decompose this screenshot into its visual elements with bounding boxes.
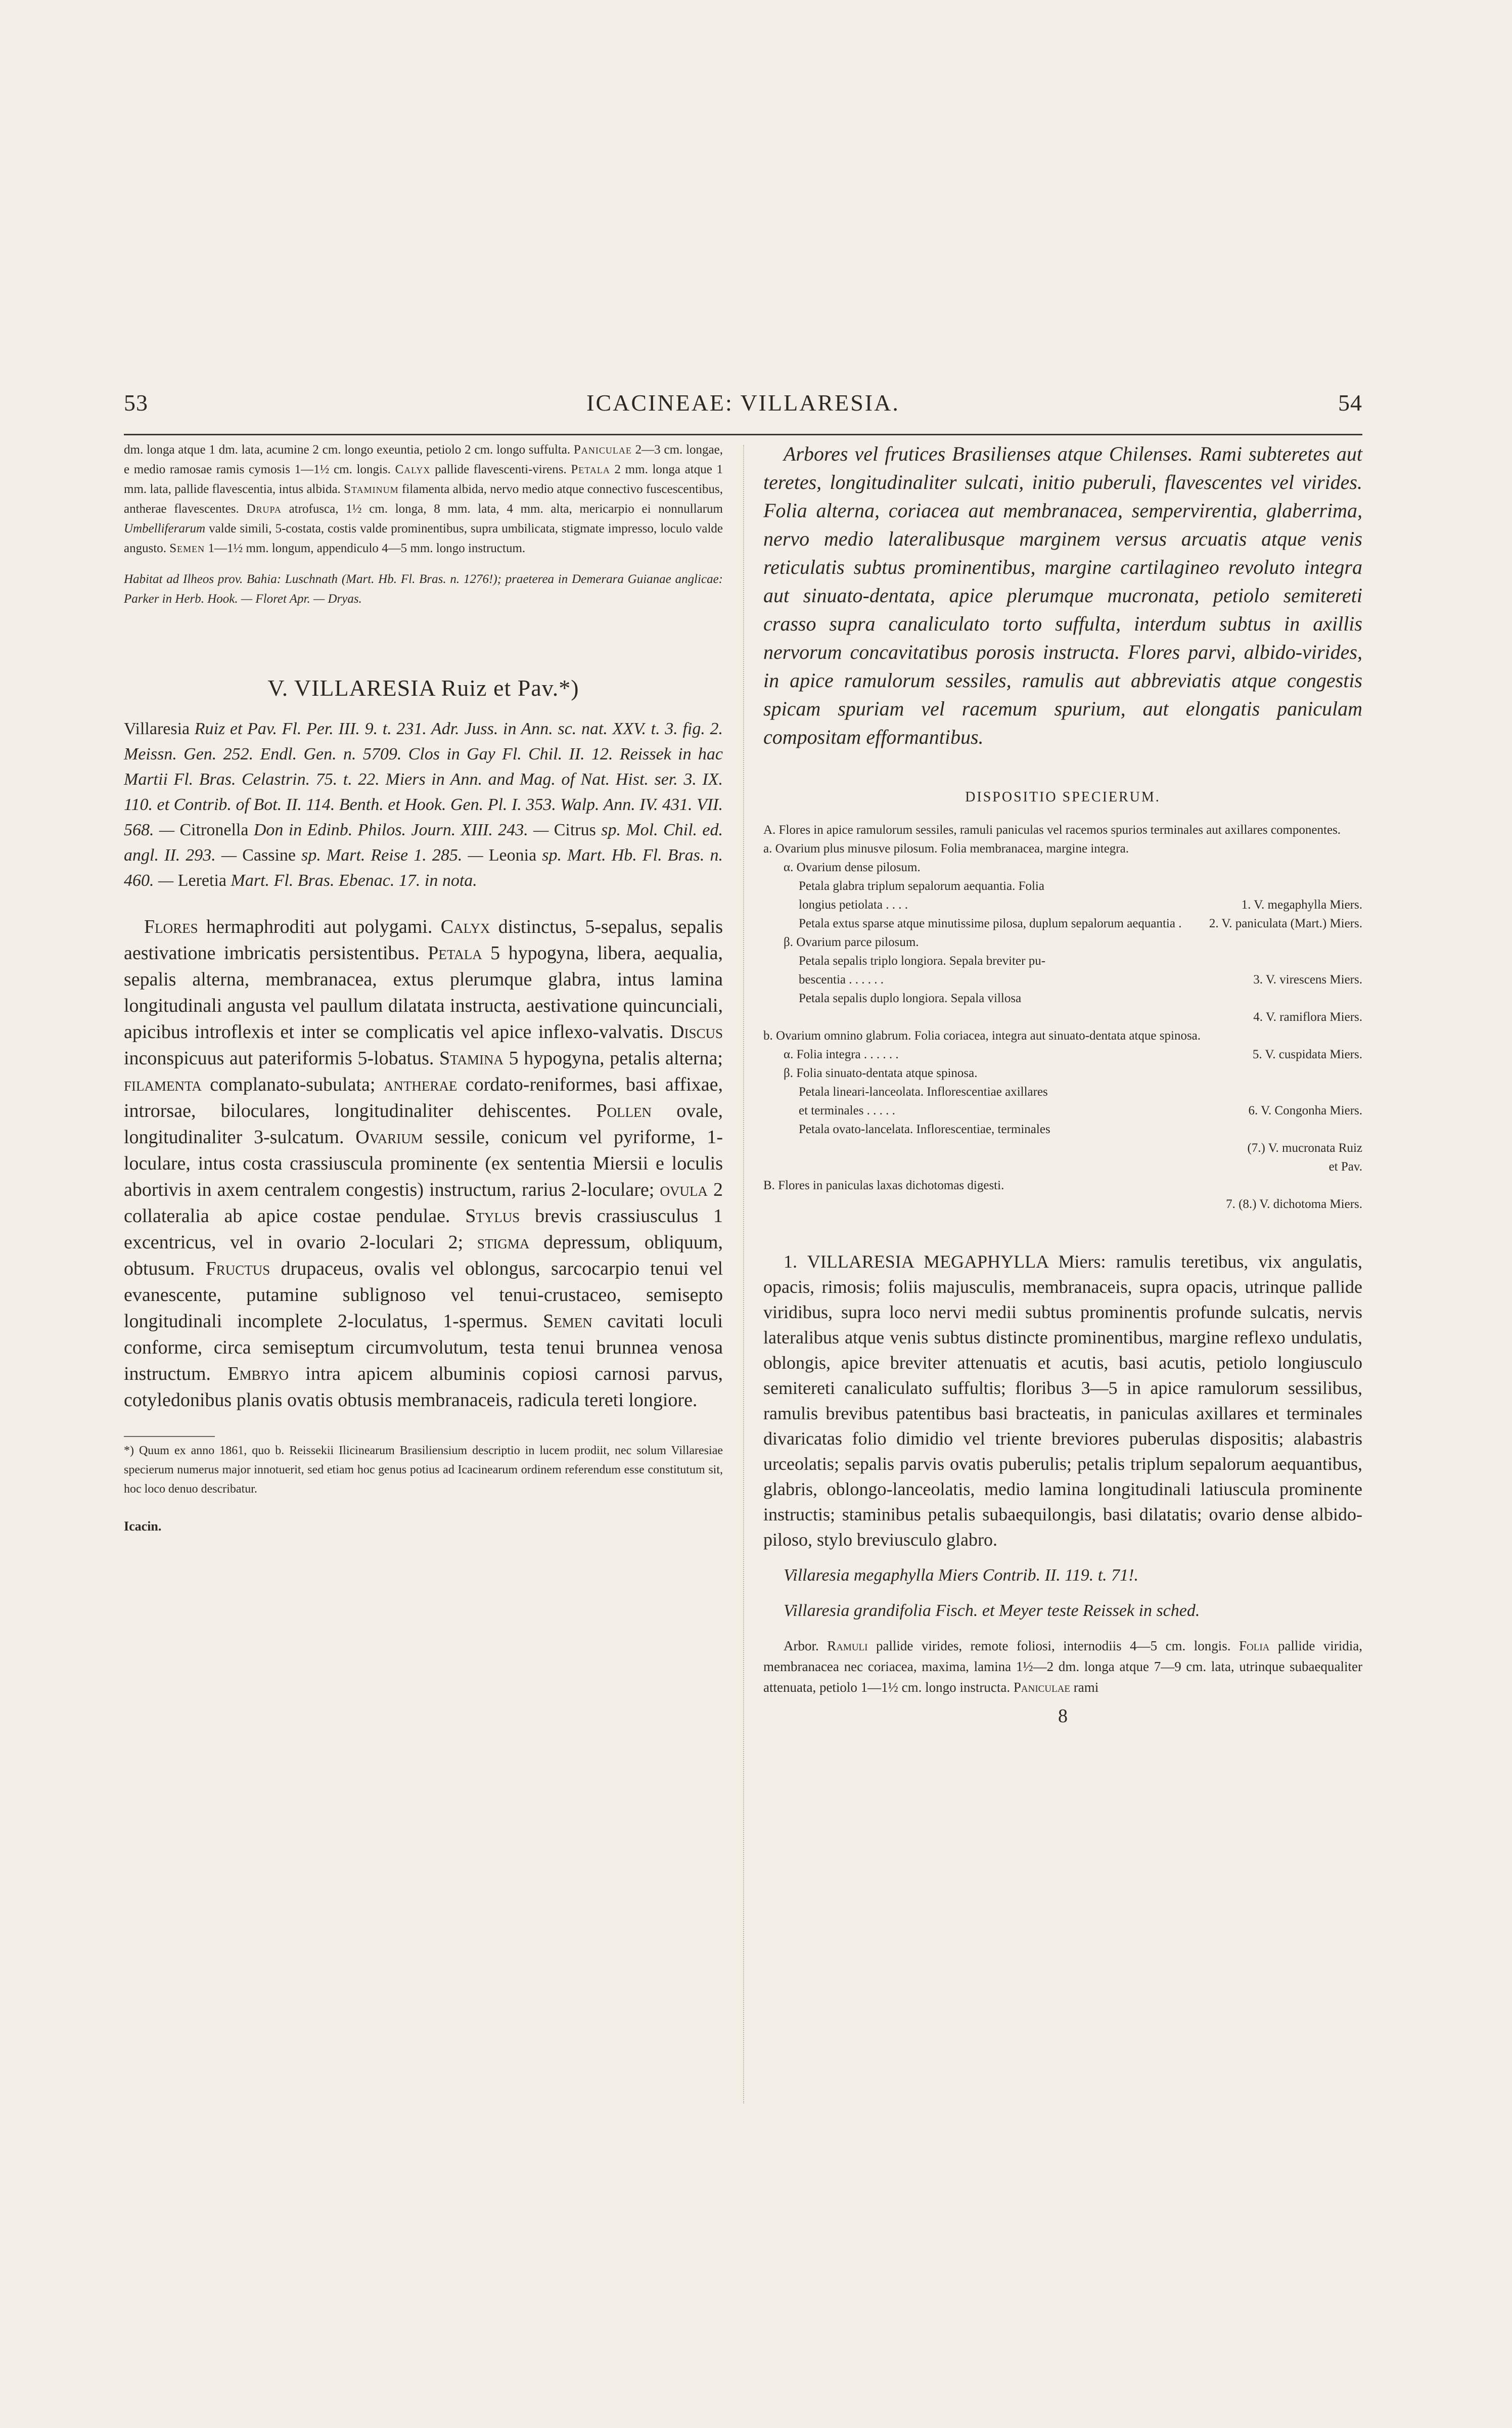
key-result: 5. V. cuspidata Miers. [1252,1048,1362,1061]
habitat-note: Habitat ad Ilheos prov. Bahia: Luschnath (Mart. Hb. Fl. Bras. n. 1276!); praeterea in Demerara Guianae anglicae: Parker in Herb. Hook. — Floret Apr. — Dryas. [124,572,723,606]
citation-text: sp. Mol. Chil. ed. angl. II. 293. — [124,821,723,865]
text-run: Leonia [488,846,537,865]
text-run: subteretes aut teretes, longitudinaliter sulcati, initio puberuli, flavescentes vel virides. [763,442,1362,493]
text-run: pallide viridia, membranacea nec coriacea, maxima, lamina 1½—2 dm. longa atque 7—9 cm. lata, utrinque subaequaliter attenuata, petiolo 1—1½ cm. longo instructa. [763,1638,1363,1695]
smallcaps-term: Petala [571,463,610,476]
text-run: inconspicuus aut pateriformis 5-lobatus. [124,1048,440,1069]
smallcaps-term: Ramuli [827,1638,868,1653]
text-run: 1—1½ mm. longum, appendiculo 4—5 mm. longo instructum. [205,542,526,555]
text-run: filamenta albida, nervo medio atque connectivo fuscescentibus, antherae flavescentes. [124,482,723,516]
text-run: hermaphroditi aut polygami. [198,916,441,937]
smallcaps-term: Embryo [227,1363,289,1384]
key-row [763,1195,1362,1213]
key-result: 1. V. megaphylla Miers. [1241,898,1362,912]
key-result: 6. V. Congonha Miers. [1248,1104,1362,1117]
smallcaps-term: Villaresia [124,720,190,738]
citation-text: Ruiz et Pav. Fl. Per. III. 9. t. 231. Adr. Juss. in Ann. sc. nat. XXV. t. 3. fig. 2. Meissn. Gen. 252. Endl. Gen. n. 5709. Clos in Gay Fl. Chil. II. 12. Reissek in hac Martii Fl. Bras. Celastrin. 75. t. 22. Miers in Ann. and Mag. of Nat. Hist. ser. 3. IX. 110. et Contrib. of Bot. II. 114. Benth. et Hook. Gen. Pl. I. 353. Walp. Ann. IV. 431. VII. 568. — [124,720,723,839]
key-result: 4. V. ramiflora Miers. [1253,1010,1362,1024]
text-run: valde simili, 5-costata, costis valde prominentibus, supra umbilicata, stigmate impresso, loculo valde angusto. [124,522,723,555]
footnote: *) Quum ex anno 1861, quo b. Reissekii Ilicinearum Brasiliensium descriptio in lucem prodiit, nec solum Villaresiae specierum numerus major innotuerit, sed etiam hoc genus potius ad Icacinearum ordinem referendum esse constitutum sit, hoc loco denuo describatur. [124,1444,723,1496]
taxon-name: Umbelliferarum [124,522,206,535]
key-row [763,839,1362,858]
text-run: drupaceus, ovalis vel oblongus, sarcocarpio tenui vel evanescente, putamine sublignoso vel tenui-crustaceo, semisepto longitudinali incomplete 2-loculatus, 1-spermus. [124,1258,723,1332]
smallcaps-term: Flores [1128,641,1180,663]
smallcaps-term: Rami [1199,442,1242,465]
text-run: pallide virides, remote foliosi, internodiis 4—5 cm. longis. [867,1638,1239,1653]
text-run: distinctus, 5-sepalus, sepalis aestivatione imbricatis persistentibus. [124,916,723,964]
key-text: α. Folia integra . . . . . . [784,1048,899,1061]
key-row [763,1101,1362,1120]
smallcaps-term: Flores [144,916,198,937]
species-detail [763,1636,1362,1698]
key-text: a. Ovarium plus minusve pilosum. Folia membranacea, margine integra. [763,842,1129,856]
key-text: Petala extus sparse atque minutissime pilosa, duplum sepalorum aequantia . [799,917,1182,930]
smallcaps-term: filamenta [124,1074,202,1095]
text-run: 1. VILLARESIA MEGAPHYLLA [784,1251,1059,1272]
key-row [763,895,1362,914]
text-run: cordato-reniformes, basi affixae, introrsae, biloculares, longitudinaliter dehiscentes. [124,1074,723,1121]
smallcaps-term: Stylus [465,1205,520,1227]
synonym-line: Villaresia megaphylla Miers Contrib. II. 119. t. 71!. [784,1566,1138,1585]
text-run: Cassine [242,846,296,865]
smallcaps-term: Drupa [246,502,282,516]
text-run: 2 mm. longa atque 1 mm. lata, pallide flavescentia, intus albida. [124,463,723,496]
smallcaps-term: Citronella [179,821,249,839]
genus-title: V. VILLARESIA Ruiz et Pav.*) [267,675,579,701]
key-row [763,1064,1362,1083]
text-run: alterna, coriacea aut membranacea, sempervirentia, glaberrima, nervo medio lateralibusque marginem versus arcuatis atque venis reticulatis subtus prominentibus, margine cartilagineo revoluto integra aut sinuato-dentata, apice plerumque mucronata, petiolo semitereti crasso supra canaliculato torto suffulta, interdum subtus in axillis nervorum concavitatibus porosis instructa. [763,499,1362,663]
smallcaps-term: Folia [1239,1638,1270,1653]
text-run: Arbores vel frutices Brasilienses atque Chilenses. [784,442,1200,465]
key-text: et terminales . . . . . [799,1104,895,1117]
text-run: : ramulis teretibus, vix angulatis, opacis, rimosis; foliis majusculis, membranaceis, supra opacis, utrinque pallide viridibus, supra loco nervi medii subtus prominentis profunde sulcatis, nervis lateralibus atque venis subtus distincte prominentibus, margine reflexo undulatis, oblongis, apice breviter attenuatis et acutis, basi acutis, petiolo longiusculo semitereti canaliculato suffultis; floribus 3—5 in apice ramulorum sessilibus, ramulis brevibus patentibus basi bracteatis, in paniculas axillares et terminales divaricatas folio dimidio vel triente breviores puberulas dispositis; alabastris urceolatis; sepalis parvis ovatis puberulis; petalis triplum sepalorum aequantibus, glabris, oblongo-lanceolatis, medio lamina longitudinali latiuscula prominente instructis; staminibus petalis subaequilongis, basi dilatatis; ovario dense albido-piloso, stylo breviusculo glabro. [763,1251,1362,1550]
smallcaps-term: Fructus [205,1258,270,1279]
key-result: (7.) V. mucronata Ruiz [1247,1141,1362,1155]
smallcaps-term: stigma [477,1232,530,1253]
running-header [124,389,1362,425]
key-row [763,989,1362,1008]
text-run: Citrus [554,821,596,839]
text-run: parvi, albido-virides, in apice ramulorum sessiles, ramulis aut abbreviatis atque congestis spicam spuriam vel racemum spurium, aut elongatis paniculam compositam efformantibus. [763,641,1362,748]
species-synonyms [763,1563,1362,1623]
smallcaps-term: Discus [670,1021,723,1043]
key-text: Petala glabra triplum sepalorum aequantia. Folia [799,879,1044,893]
citation-text: sp. Mart. Hb. Fl. Bras. n. 460. — [124,846,723,890]
text-run: rami [1070,1680,1099,1695]
left-column [124,440,723,1534]
smallcaps-term: Petala [428,942,482,964]
genus-description [124,914,723,1413]
key-row [763,858,1362,877]
citation-text: Don in Edinb. Philos. Journ. XIII. 243. — [248,821,554,839]
synonym-line: Villaresia grandifolia Fisch. et Meyer teste Reissek in sched. [784,1601,1200,1620]
signature-number: 8 [1058,1705,1068,1727]
key-row [763,1008,1362,1026]
text-run: depressum, obliquum, obtusum. [124,1232,723,1279]
key-text: bescentia . . . . . . [799,973,884,986]
smallcaps-term: Miers [1058,1251,1101,1272]
text-run: dm. longa atque 1 dm. lata, acumine 2 cm. longo exeuntia, petiolo 2 cm. longo suffulta. [124,443,574,457]
text-run: complanato-subulata; [201,1074,384,1095]
right-column [763,440,1362,1727]
text-run: Arbor. [784,1638,828,1653]
signature-mark: Icacin. [124,1519,162,1534]
smallcaps-term: Paniculae [573,443,632,457]
text-run: brevis crassiusculus 1 excentricus, vel in ovario 2-loculari 2; [124,1205,723,1253]
key-row [763,1139,1362,1157]
key-text: b. Ovarium omnino glabrum. Folia coriacea, integra aut sinuato-dentata atque spinosa. [763,1029,1201,1043]
smallcaps-term: Leretia [177,871,226,890]
key-text: longius petiolata . . . . [799,898,908,912]
key-result: et Pav. [1328,1160,1362,1174]
text-run: atrofusca, 1½ cm. longa, 8 mm. lata, 4 mm. alta, mericarpio ei nonnullarum [281,502,723,516]
smallcaps-term: Paniculae [1013,1680,1071,1695]
page-number-right: 54 [1338,390,1362,416]
text-run: 5 hypogyna, libera, aequalia, sepalis alterna, membranacea, extus plerumque glabra, intus lamina longitudinali angusta vel paullum dilatata instructa, aestivatione quincunciali, apicibus introflexis et inter se complicatis vel apice inflexo-valvatis. [124,942,723,1043]
text-run: cavitati loculi conforme, circa semiseptum circumvolutum, testa tenui brunnea venosa instructum. [124,1311,723,1384]
smallcaps-term: Stamina [439,1048,503,1069]
citation-text: sp. Mart. Reise 1. 285. — [296,846,489,865]
key-row [763,1120,1362,1139]
smallcaps-term: Ovarium [355,1127,423,1148]
key-row [763,1045,1362,1064]
text-run: sessile, conicum vel pyriforme, 1-loculare, intus costa crassiuscula prominente (ex sententia Miersii e loculis abortivis in axem centralem congestis) instructum, rarius 2-loculare; [124,1127,723,1200]
page-number-left: 53 [124,390,148,416]
species-key [763,821,1362,1213]
column-divider [743,445,744,2103]
smallcaps-term: Folia [763,499,807,522]
key-row [763,821,1362,839]
smallcaps-term: Calyx [395,463,431,476]
key-text: Petala ovato-lancelata. Inflorescentiae, terminales [799,1122,1050,1136]
key-text: β. Ovarium parce pilosum. [784,935,919,949]
key-row [763,970,1362,989]
key-row [763,933,1362,952]
header-rule [124,434,1362,435]
key-text: β. Folia sinuato-dentata atque spinosa. [784,1066,978,1080]
text-run: pallide flavescenti-virens. [430,463,571,476]
key-row [763,1083,1362,1101]
key-result: 2. V. paniculata (Mart.) Miers. [1209,917,1362,930]
genus-synonymy [124,716,723,893]
smallcaps-term: antherae [383,1074,457,1095]
running-title: ICACINEAE: VILLARESIA. [586,390,900,416]
key-text: Petala sepalis duplo longiora. Sepala villosa [799,992,1022,1005]
smallcaps-term: Semen [169,542,205,555]
key-text: Petala sepalis triplo longiora. Sepala breviter pu- [799,954,1046,968]
text-run: 5 hypogyna, petalis alterna; [503,1048,723,1069]
text-run: intra apicem albuminis copiosi carnosi parvus, cotyledonibus planis ovatis obtusis membranaceis, radicula tereti longiore. [124,1363,723,1411]
dispositio-title: DISPOSITIO SPECIERUM. [965,789,1161,805]
smallcaps-term: Pollen [596,1100,652,1121]
key-result: 3. V. virescens Miers. [1253,973,1362,986]
key-row [763,877,1362,895]
citation-text: Mart. Fl. Bras. Ebenac. 17. in nota. [226,871,477,890]
text-run: 2—3 cm. longae, e medio ramosae ramis cymosis 1—1½ cm. longis. [124,443,723,476]
footnote-rule [124,1436,215,1437]
key-text: Petala lineari-lanceolata. Inflorescentiae axillares [799,1085,1048,1099]
text-run: 2 collateralia ab apice costae pendulae. [124,1179,723,1227]
key-row [763,914,1362,933]
continued-description [124,440,723,558]
smallcaps-term: Staminum [344,482,399,496]
key-row [763,1157,1362,1176]
text-run: ovale, longitudinaliter 3-sulcatum. [124,1100,723,1148]
genus-habit-description [763,440,1362,751]
smallcaps-term: Calyx [440,916,490,937]
key-text: B. Flores in paniculas laxas dichotomas digesti. [763,1179,1004,1192]
key-row [763,1026,1362,1045]
key-result: 7. (8.) V. dichotoma Miers. [1226,1197,1362,1211]
species-description [763,1249,1362,1552]
key-row [763,952,1362,970]
key-text: A. Flores in apice ramulorum sessiles, ramuli paniculas vel racemos spurios terminales aut axillares componentes. [763,823,1341,837]
smallcaps-term: Semen [543,1311,592,1332]
key-text: α. Ovarium dense pilosum. [784,861,921,874]
key-row [763,1176,1362,1195]
smallcaps-term: ovula [660,1179,708,1200]
